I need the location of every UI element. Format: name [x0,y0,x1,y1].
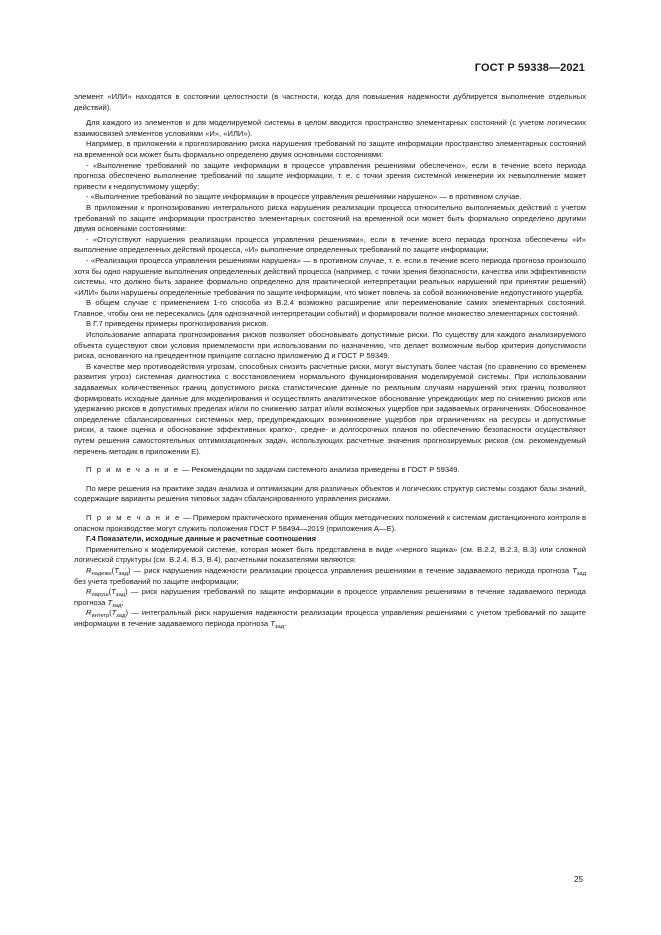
period-symbol: T [111,587,116,597]
indicator-text: — интегральный риск нарушения надежности реализации процесса управления решениями с учетом требований по защите информации в течение задаваемого периода прогноза [74,608,586,628]
period-subscript: зад [116,613,126,620]
risk-subscript: надежн [91,570,112,577]
paragraph: В общем случае с применением 1-го способа из В.2.4 возможно расширение или переименование самих элементарных состояний. Главное, чтобы они не пересекались (для однозначной интерпретации событий) и формировали полное множество элементарных состояний. [74,298,586,318]
risk-subscript: интегр [91,613,110,620]
indicator-item: $R_{интегр}(T_{зад})$ — интегральный риск нарушения надежности реализации процесса управления решениями с учетом требований по защите информации в течение задаваемого периода прогноза $T_{зад}$. [74,608,586,630]
period-subscript: зад [115,592,126,599]
paragraph: Применительно к моделируемой системе, которая может быть представлена в виде «черного ящика» (см. В.2.2, В.2.3, В.3) или сложной логической структуры (см. В.2.4, В.3, В.4), расчетными показателями являются: [74,544,586,565]
paragraph: В качестве мер противодействия угрозам, способных снизить расчетные риски, могут выступать более частая (по сравнению со временем развития угроз) системная диагностика с восстановлением нормального функционирования моделируемой системы. При использовании задаваемых количественных границ допустимого риска статистические данные по реальным случаям нарушений этих границ позволяют формировать исходные данные для моделирования и осуществлять аналитическое обоснование упреждающих мер по снижению рисков или удержанию рисков в допустимых пределах и/или по снижению затрат и/или возможных ущербов при задаваемых ограничениях. Обоснованное определение сбалансированных системных мер, предупреждающих возникновение ущербов при ограничениях на ресурсы и допустимые риски, а также оценка и обоснование эффективных кратко-, средне- и долгосрочных планов по обеспечению безопасности осуществляют путем решения самостоятельных оптимизационных задач, использующих расчетные значения прогнозируемых рисков (см. рекомендуемый перечень методик в приложении Е). [74,361,586,456]
indicator-item: $R_{надежн}(T_{зад})$ — риск нарушения надежности реализации процесса управления решениями в течение задаваемого периода прогноза $T_{зад}$ без учета требований по защите информации; [74,565,586,586]
list-item: - «Отсутствуют нарушения реализации процесса управления решениями», если в течение всего периода прогноза обеспечены «И» выполнение определенных действий процесса, «И» выполнение определенных требований по защите информации; [74,234,586,255]
period-symbol: T [572,565,577,575]
note [74,465,586,476]
paragraph: По мере решения на практике задач анализа и оптимизации для различных объектов и логических структур системы создают базы знаний, содержащие варианты решения типовых задач сбалансированного управления рисками. [74,483,586,504]
period-subscript: зад [274,623,285,630]
paragraph: Для каждого из элементов и для моделируемой системы в целом вводится пространство элементарных состояний (с учетом логических взаимосвязей элементов условиями «И», «ИЛИ»). [74,118,586,138]
note-text: — Примером практического применения общих методических положений к системам дистанционного контроля в опасном производстве могут служить положения ГОСТ Р 58494—2019 (приложения А—Е). [74,512,586,533]
note-text: — Рекомендации по задачам системного анализа приведены в ГОСТ Р 59349. [179,465,460,475]
risk-subscript: наруш [91,592,109,599]
period-symbol: T [270,618,275,628]
risk-symbol: R [86,565,92,575]
paragraph: Например, в приложении к прогнозированию риска нарушения требований по защите информации пространство элементарных состояний на временной оси может быть формально определено двумя основными состояниями: [74,139,586,159]
section-title: Г.4 Показатели, исходные данные и расчетные соотношения [86,534,317,544]
list-item: - «Выполнение требований по защите информации в процессе управления решениями нарушено» — в противном случае. [86,192,522,202]
indicator-text: — риск нарушения надежности реализации процесса управления решениями в течение задаваемого периода прогноза [130,565,573,575]
indicator-tail: без учета требований по защите информации; [74,576,239,586]
indicator-item: $R_{наруш}(T_{зад})$ — риск нарушения требований по защите информации в процессе управления решениями в течение задаваемого периода прогноза $T_{зад}$; [74,587,586,609]
note-label: П р и м е ч а н и е [86,465,180,475]
page-number: 25 [574,875,583,884]
period-symbol: T [107,597,113,607]
document-code: ГОСТ Р 59338—2021 [474,62,585,74]
indicator-text: — риск нарушения требований по защите информации в процессе управления решениями в течение задаваемого периода прогноза [74,587,586,607]
note-label: П р и м е ч а н и е [86,512,181,522]
risk-symbol: R [86,587,92,597]
period-subscript: зад [118,570,128,577]
list-item: - «Выполнение требований по защите информации в процессе управления решениями обеспечено», если в течение всего периода прогноза обеспечено выполнение требований по защите информации, т. е. с точки зрения системной инженерии их невыполнение может привести к недопустимому ущербу; [74,160,586,191]
document-body [74,92,586,630]
period-subscript: зад [576,570,586,577]
list-item: - «Реализация процесса управления решениями нарушена» — в противном случае, т. е. если в течение всего периода прогноза произошло хотя бы одно нарушение выполнения определенных действий процесса (например, с точки зрения безопасности, качества или эффективности системы, что должно быть заранее формально определено для практической интерпретации реальных нарушений при принятии решений) «ИЛИ» были нарушены определенные требования по защите информации, что может повлечь за собой возникновение недопустимого ущерба. [74,255,586,297]
note [74,513,586,534]
paragraph: В приложении к прогнозированию интегрального риска нарушения реализации процесса относительно выполняемых действий с учетом требований по защите информации пространство элементарных состояний на временной оси может быть формально определено другими двумя основными состояниями: [74,202,586,234]
paragraph: элемент «ИЛИ» находятся в состоянии целостности (в частности, когда для повышения надежности дублируется выполнение отдельных действий). [74,92,586,112]
paragraph: В Г.7 приведены примеры прогнозирования рисков. [86,319,269,329]
indicator-tail: . [284,618,287,628]
indicator-tail: ; [121,597,124,607]
paragraph: Использование аппарата прогнозирования рисков позволяет обосновывать допустимые риски. По существу для каждого анализируемого объекта существуют свои условия приемлемости при использовании по назначению, что делает возможным выбор критерия допустимости риска, основанного на прецедентном принципе согласно приложению Д и ГОСТ Р 59349. [74,330,586,361]
period-symbol: T [111,608,117,618]
period-symbol: T [114,565,119,575]
period-subscript: зад [112,602,122,609]
risk-symbol: R [86,608,92,618]
